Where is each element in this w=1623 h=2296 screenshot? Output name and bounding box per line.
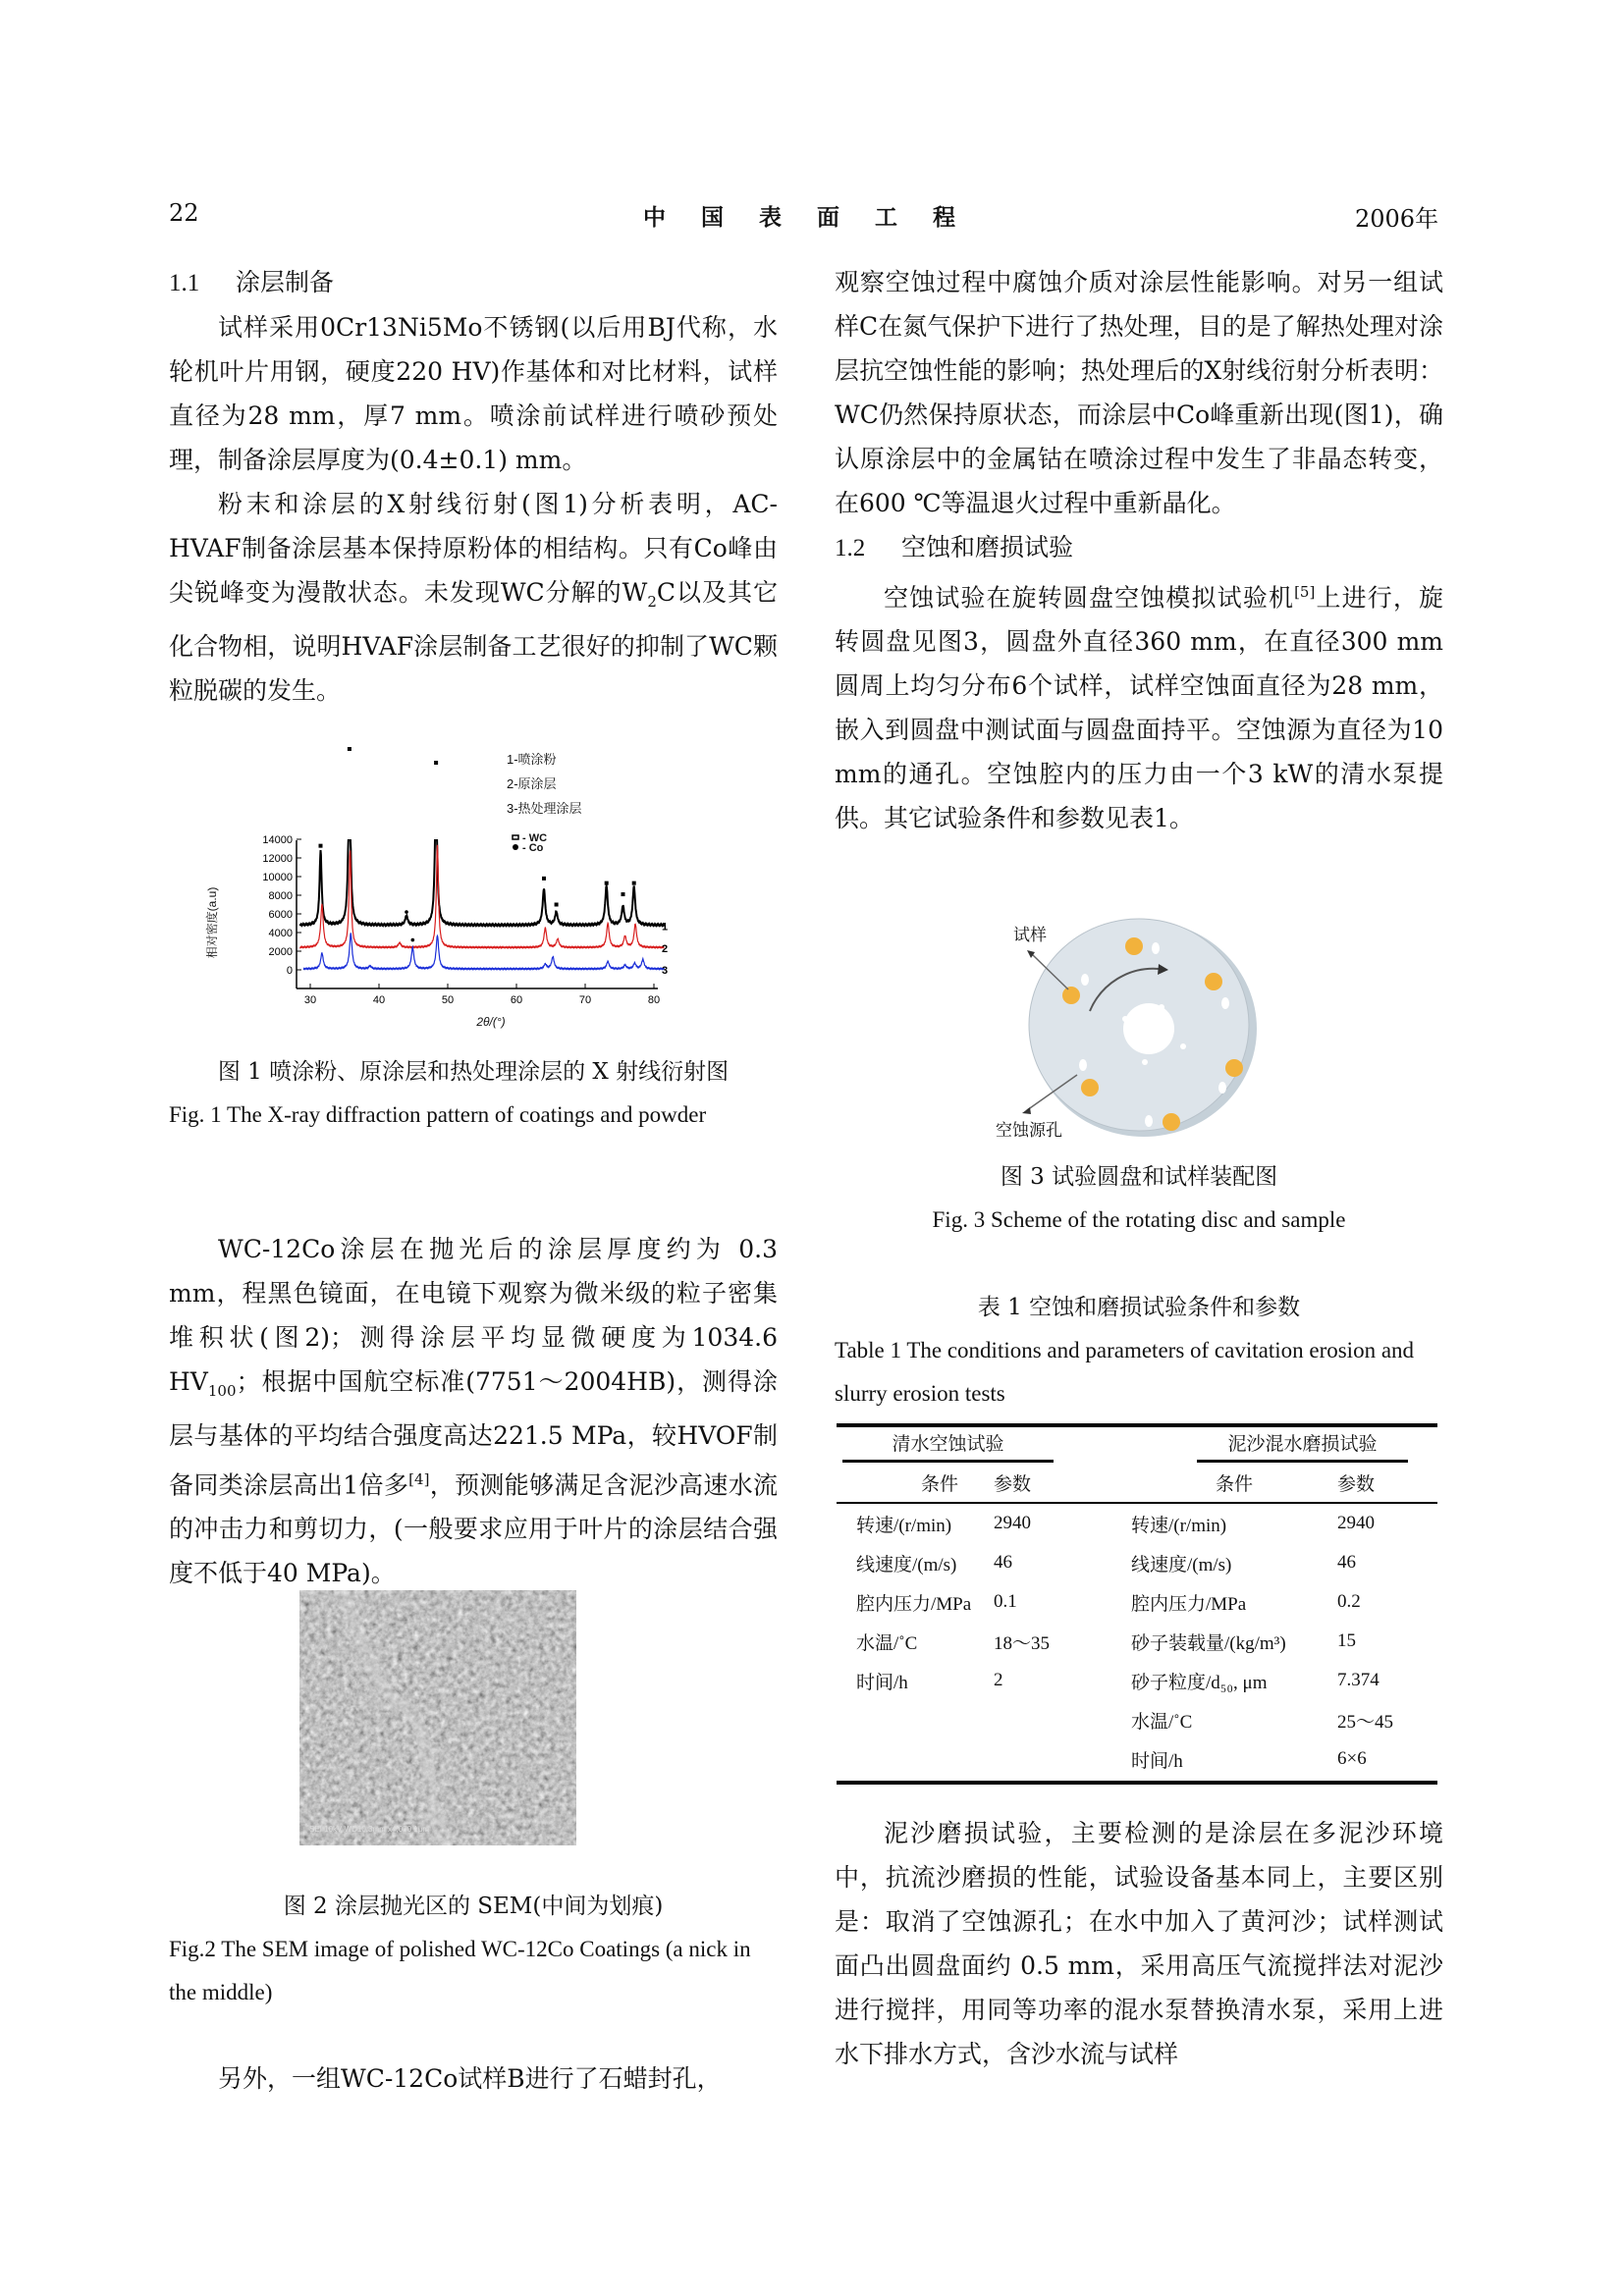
text: ，预测能够满足含泥沙高速水流的冲击力和剪切力，(一般要求应用于叶片的涂层结合强度不低于40 MPa)。 [169, 1470, 778, 1588]
left-column-end [169, 2056, 778, 2101]
citation[interactable]: [4] [408, 1470, 430, 1488]
section-number: 1.1 [169, 270, 200, 296]
svg-text:30: 30 [303, 994, 317, 1006]
rotating-disc-diagram [962, 913, 1296, 1148]
paragraph: 另外，一组WC-12Co试样B进行了石蜡封孔， [218, 2064, 722, 2093]
paragraph [169, 1227, 778, 1595]
journal-title: 中 国 表 面 工 程 [643, 204, 970, 231]
fig2-caption-cn: 图 2 涂层抛光区的 SEM(中间为划痕) [283, 1894, 664, 1919]
table-cell: 25～45 [1337, 1711, 1394, 1733]
table-cell: 转速/(r/min) [1131, 1515, 1227, 1536]
paragraph: 试样采用0Cr13Ni5Mo不锈钢(以后用BJ代称，水轮机叶片用钢，硬度220 HV)作基体和对比材料，试样直径为28 mm，厚7 mm。喷涂前试样进行喷砂预处理，制备涂层厚度为(0.4±0.1) mm。 [169, 313, 778, 474]
table-row [837, 1739, 1437, 1779]
table-row [837, 1700, 1437, 1739]
sem-scale-text: SEI 10kV WD10.3mm x4,000 1μm [309, 1825, 429, 1834]
co-marker-icon [513, 844, 518, 850]
table-cell: 0.2 [1337, 1591, 1361, 1612]
svg-text:- Co: - Co [522, 842, 544, 854]
table-row [837, 1622, 1437, 1661]
left-column [169, 260, 778, 713]
legend-2: 2-原涂层 [507, 776, 557, 791]
table-body [837, 1504, 1437, 1779]
table-cell: 7.374 [1337, 1670, 1380, 1690]
table1-caption-cn: 表 1 空蚀和磨损试验条件和参数 [977, 1295, 1301, 1320]
table-row [837, 1543, 1437, 1582]
table-cell: 腔内压力/MPa [856, 1593, 972, 1615]
svg-text:80: 80 [647, 994, 661, 1006]
paragraph [835, 570, 1443, 840]
table-cell: 2 [994, 1670, 1003, 1690]
section-number: 1.2 [835, 535, 866, 561]
th-condition-1: 条件 [920, 1473, 958, 1495]
x-axis-ticks [304, 984, 660, 1006]
th-condition-2: 条件 [1215, 1473, 1253, 1495]
svg-text:1: 1 [662, 921, 669, 934]
curve-2 [300, 845, 665, 948]
paragraph: 观察空蚀过程中腐蚀介质对涂层性能影响。对另一组试样C在氮气保护下进行了热处理，目的是了解热处理对涂层抗空蚀性能的影响；热处理后的X射线衍射分析表明：WC仍然保持原状态，而涂层中Co峰重新出现(图1)，确认原涂层中的金属钴在喷涂过程中发生了非晶态转变，在600 ℃等温退火过程中重新晶化。 [835, 268, 1443, 517]
table-cell: 时间/h [856, 1672, 908, 1693]
table-cell: 46 [994, 1552, 1012, 1573]
text: 空蚀试验在旋转圆盘空蚀模拟试验机 [884, 583, 1295, 613]
subscript: 100 [207, 1382, 237, 1400]
table-row [837, 1582, 1437, 1622]
svg-text:0: 0 [286, 965, 293, 977]
section-title: 空蚀和磨损试验 [901, 533, 1074, 561]
svg-text:3: 3 [662, 965, 669, 978]
y-axis-ticks [262, 834, 301, 977]
text: ；根据中国航空标准(7751～2004HB)，测得涂层与基体的平均结合强度高达221.5 MPa，较HVOF制备同类涂层高出1倍多 [169, 1367, 778, 1500]
table-cell: 水温/˚C [1131, 1711, 1193, 1733]
table-cell: 线速度/(m/s) [856, 1554, 957, 1575]
legend-3: 3-热处理涂层 [507, 801, 582, 816]
table-cell: 线速度/(m/s) [1131, 1554, 1232, 1575]
table-bottom-rule [837, 1781, 1437, 1785]
label-cavitation-hole: 空蚀源孔 [996, 1121, 1062, 1140]
fig1-caption-en: Fig. 1 The X-ray diffraction pattern of coatings and powder [169, 1102, 707, 1127]
citation[interactable]: [5] [1294, 583, 1316, 601]
section-heading-1-1 [169, 260, 778, 305]
fig3-caption-en: Fig. 3 Scheme of the rotating disc and sample [932, 1207, 1346, 1232]
table-cell: 转速/(r/min) [856, 1515, 952, 1536]
table-cell: 时间/h [1131, 1750, 1183, 1772]
sem-texture [299, 1590, 576, 1845]
paragraph: 泥沙磨损试验，主要检测的是涂层在多泥沙环境中，抗流沙磨损的性能，试验设备基本同上，主要区别是：取消了空蚀源孔；在水中加入了黄河沙；试样测试面凸出圆盘面约 0.5 mm，采用高压气流搅拌法对泥沙进行搅拌，用同等功率的混水泵替换清水泵，采用上进水下排水方式，含沙水流与试样 [835, 1819, 1443, 2068]
svg-text:10000: 10000 [262, 872, 293, 883]
table-cell: 水温/˚C [856, 1632, 918, 1654]
table-cell: 46 [1337, 1552, 1356, 1573]
y-axis-label: 相对密度(a.u) [205, 886, 219, 959]
xrd-chart [196, 736, 687, 1041]
table-cell: 砂子粒度/d₅₀, μm [1131, 1672, 1268, 1693]
section-title: 涂层制备 [236, 268, 335, 296]
sem-image [299, 1590, 576, 1845]
table1-caption-en: Table 1 The conditions and parameters of cavitation erosion and slurry erosion tests [835, 1338, 1415, 1406]
text: WC-12Co涂层在抛光后的涂层厚度约为 0.3 mm，程黑色镜面，在电镜下观察为微米级的粒子密集堆积状(图2)；测得涂层平均显微硬度为1034.6 HV [169, 1235, 778, 1396]
table-cell: 2940 [1337, 1513, 1375, 1533]
label-sample: 试样 [1013, 926, 1047, 944]
table-cell: 砂子装载量/(kg/m³) [1131, 1632, 1286, 1654]
table-group-header [837, 1427, 1437, 1463]
year: 2006年 [1355, 205, 1439, 233]
fig1-caption-cn: 图 1 喷涂粉、原涂层和热处理涂层的 X 射线衍射图 [217, 1059, 730, 1085]
table-cell: 18～35 [994, 1632, 1051, 1654]
svg-text:40: 40 [372, 994, 386, 1006]
svg-text:60: 60 [510, 994, 523, 1006]
section-heading-1-2 [835, 525, 1443, 570]
svg-text:- WC: - WC [522, 832, 548, 844]
table-row [837, 1504, 1437, 1543]
table-cell: 15 [1337, 1630, 1356, 1651]
svg-text:12000: 12000 [262, 853, 293, 865]
svg-text:70: 70 [578, 994, 592, 1006]
text: 粉末和涂层的X射线衍射(图1)分析表明，AC-HVAF制备涂层基本保持原粉体的相结构。只有Co峰由尖锐峰变为漫散状态。未发现WC分解的W [169, 490, 778, 607]
curve-1 [300, 840, 665, 926]
group-clean-water: 清水空蚀试验 [842, 1429, 1054, 1463]
svg-text:4000: 4000 [268, 928, 293, 939]
table-cell: 0.1 [994, 1591, 1017, 1612]
right-column-end [835, 1811, 1443, 2076]
group-slurry: 泥沙混水磨损试验 [1197, 1429, 1408, 1463]
table-cell: 2940 [994, 1513, 1031, 1533]
wc-marker-icon [513, 835, 518, 839]
svg-text:2: 2 [662, 943, 669, 956]
page-number: 22 [169, 199, 199, 227]
diffraction-curves [300, 747, 669, 977]
legend-1: 1-喷涂粉 [507, 752, 557, 767]
text: C以及其它化合物相，说明HVAF涂层制备工艺很好的抑制了WC颗粒脱碳的发生。 [169, 578, 778, 705]
center-hole [1123, 1003, 1174, 1054]
th-param-2: 参数 [1337, 1473, 1376, 1495]
right-column [835, 260, 1443, 840]
svg-text:6000: 6000 [268, 909, 293, 921]
svg-text:2000: 2000 [268, 946, 293, 958]
table-1 [837, 1423, 1437, 1785]
left-column-cont [169, 1227, 778, 1595]
table-row [837, 1661, 1437, 1700]
paragraph [169, 482, 778, 713]
subscript: 2 [647, 593, 657, 611]
fig2-caption-en: Fig.2 The SEM image of polished WC-12Co Coatings (a nick in the middle) [169, 1937, 751, 2004]
svg-text:50: 50 [441, 994, 455, 1006]
svg-text:8000: 8000 [268, 890, 293, 902]
svg-text:14000: 14000 [262, 834, 293, 846]
th-param-1: 参数 [994, 1473, 1032, 1495]
table-cell: 6×6 [1337, 1748, 1367, 1769]
table-cell: 腔内压力/MPa [1131, 1593, 1247, 1615]
text: 上进行，旋转圆盘见图3，圆盘外直径360 mm，在直径300 mm圆周上均匀分布6个试样，试样空蚀面直径为28 mm，嵌入到圆盘中测试面与圆盘面持平。空蚀源为直径为10 mm的通孔。空蚀腔内的压力由一个3 kW的清水泵提供。其它试验条件和参数见表1。 [835, 583, 1443, 833]
x-axis-label: 2θ/(°) [476, 1015, 506, 1029]
fig3-caption-cn: 图 3 试验圆盘和试样装配图 [1000, 1164, 1278, 1190]
table-column-header [837, 1463, 1437, 1502]
